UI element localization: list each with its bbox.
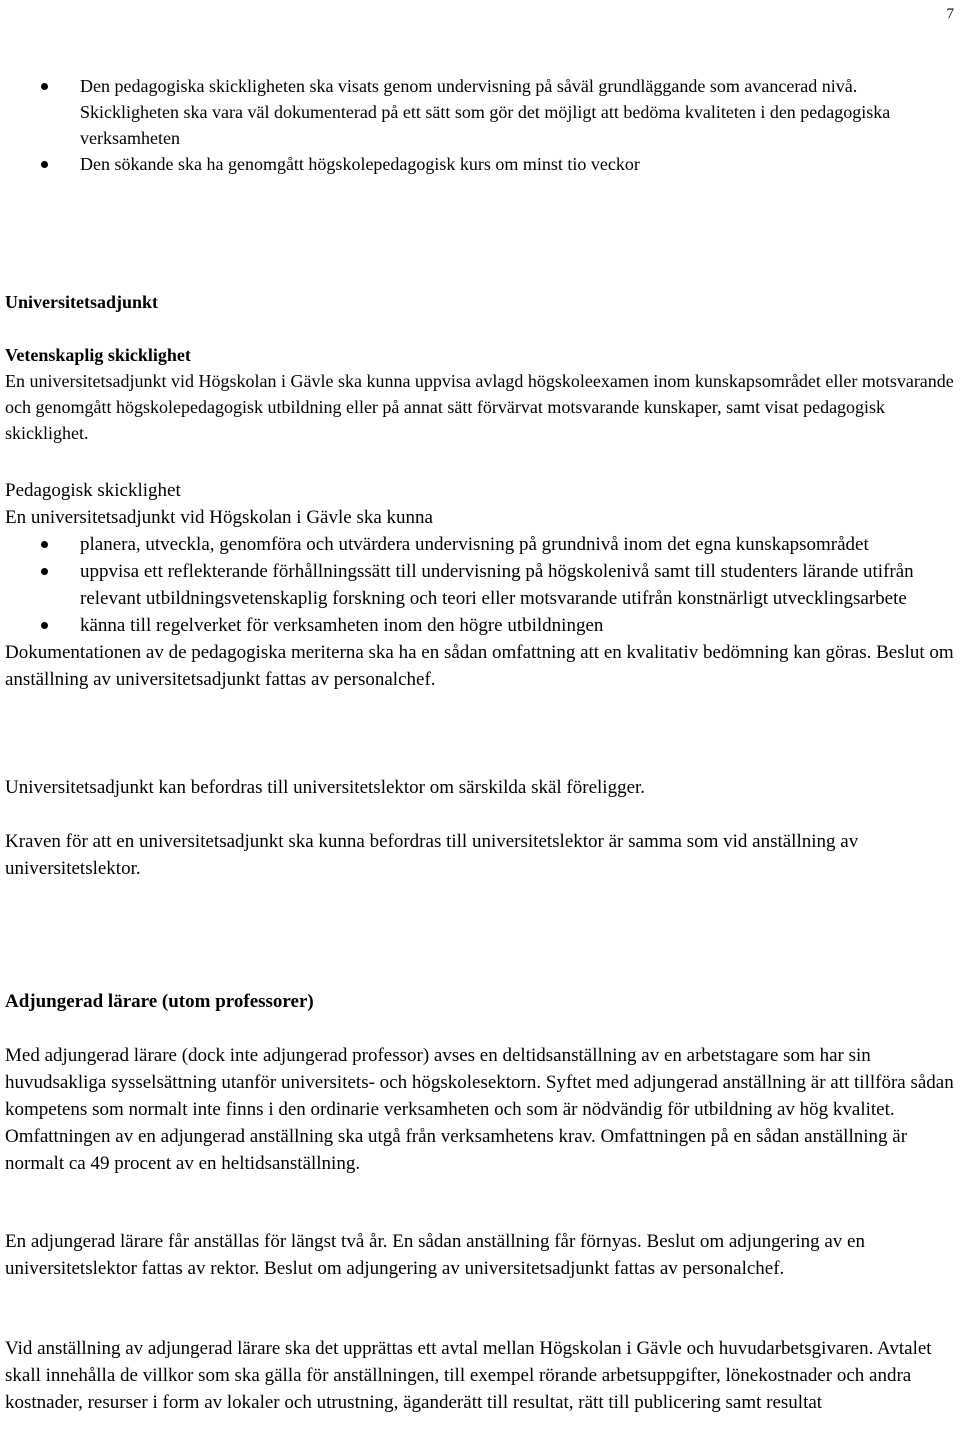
section-vetenskaplig-skicklighet	[5, 342, 956, 446]
list-item: Den pedagogiska skickligheten ska visats genom undervisning på såväl grundläggande som avancerad nivå. Skickligheten ska vara väl dokumenterad på ett sätt som gör det möjligt att bedöma kvaliteten i den pedagogiska verksamheten	[5, 73, 956, 151]
page-number: 7	[946, 6, 954, 22]
list-item: uppvisa ett reflekterande förhållningssätt till undervisning på högskolenivå samt till studenters lärande utifrån relevant utbildningsvetenskaplig forskning och teori eller motsvarande utifrån konstnärligt utvecklingsarbete	[5, 558, 956, 612]
subheading-pedagogisk: Pedagogisk skicklighet	[5, 480, 181, 501]
paragraph-kraven: Kraven för att en universitetsadjunkt ska kunna befordras till universitetslektor är samma som vid anställning av universitetslektor.	[5, 831, 859, 879]
section-heading-adjungerad: Adjungerad lärare (utom professorer)	[5, 991, 314, 1012]
requirements-bullet-list	[5, 73, 956, 177]
subheading-vetenskaplig: Vetenskaplig skicklighet	[5, 345, 191, 365]
list-item: känna till regelverket för verksamheten inom den högre utbildningen	[5, 612, 956, 639]
paragraph-adjungerad-2: En adjungerad lärare får anställas för längst två år. En sådan anställning får förnyas. Beslut om adjungering av en universitetslektor fattas av rektor. Beslut om adjungering av universitetsadjunkt fattas av personalchef.	[5, 1231, 865, 1279]
paragraph-pedagogisk-intro: En universitetsadjunkt vid Högskolan i Gävle ska kunna	[5, 507, 433, 528]
section-pedagogisk-skicklighet	[5, 477, 956, 693]
paragraph-vetenskaplig: En universitetsadjunkt vid Högskolan i Gävle ska kunna uppvisa avlagd högskoleexamen inom kunskapsområdet eller motsvarande och genomgått högskolepedagogisk utbildning eller på annat sätt förvärvat motsvarande kunskaper, samt visat pedagogisk skicklighet.	[5, 371, 954, 443]
paragraph-befordras: Universitetsadjunkt kan befordras till universitetslektor om särskilda skäl föreligger.	[5, 777, 646, 798]
list-item: planera, utveckla, genomföra och utvärdera undervisning på grundnivå inom det egna kunskapsområdet	[5, 531, 956, 558]
paragraph-pedagogisk-outro: Dokumentationen av de pedagogiska meriterna ska ha en sådan omfattning att en kvalitativ bedömning kan göras. Beslut om anställning av universitetsadjunkt fattas av personalchef.	[5, 642, 954, 690]
paragraph-adjungerad-1: Med adjungerad lärare (dock inte adjungerad professor) avses en deltidsanställning av en arbetstagare som har sin huvudsakliga sysselsättning utanför universitets- och högskolesektorn. Syftet med adjungerad anställning är att tillföra sådan kompetens som normalt inte finns i den ordinarie verksamheten och som är nödvändig för utbildning av hög kvalitet. Omfattningen av en adjungerad anställning ska utgå från verksamhetens krav. Omfattningen på en sådan anställning är normalt ca 49 procent av en heltidsanställning.	[5, 1045, 954, 1174]
pedagogisk-bullet-list	[5, 531, 956, 639]
list-item: Den sökande ska ha genomgått högskolepedagogisk kurs om minst tio veckor	[5, 151, 956, 177]
paragraph-adjungerad-3: Vid anställning av adjungerad lärare ska det upprättas ett avtal mellan Högskolan i Gävle och huvudarbetsgivaren. Avtalet skall innehålla de villkor som ska gälla för anställningen, till exempel rörande arbetsuppgifter, lönekostnader och andra kostnader, resurser i form av lokaler och utrustning, äganderätt till resultat, rätt till publicering samt resultat	[5, 1338, 932, 1413]
section-heading-universitetsadjunkt: Universitetsadjunkt	[5, 292, 159, 312]
